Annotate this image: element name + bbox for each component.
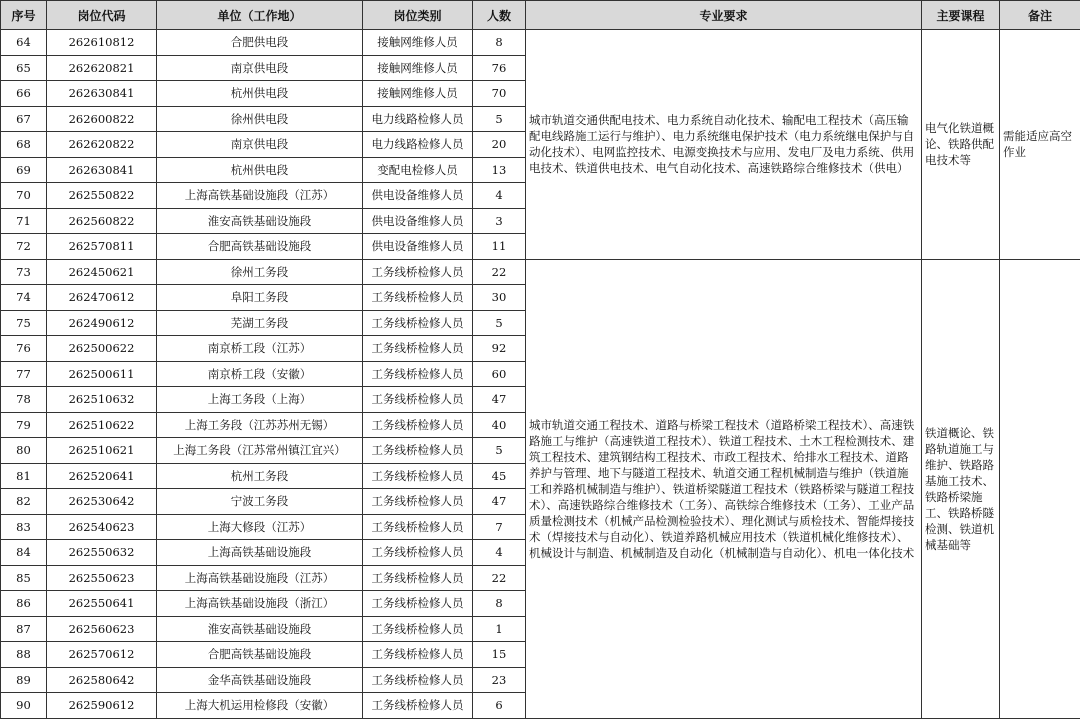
header-unit: 单位（工作地） xyxy=(157,1,363,30)
row-unit: 杭州供电段 xyxy=(157,157,363,183)
row-category: 工务线桥检修人员 xyxy=(363,489,473,515)
row-code: 262550822 xyxy=(47,183,157,209)
row-category: 工务线桥检修人员 xyxy=(363,616,473,642)
header-note: 备注 xyxy=(1000,1,1080,30)
row-no: 69 xyxy=(1,157,47,183)
row-no: 75 xyxy=(1,310,47,336)
row-category: 工务线桥检修人员 xyxy=(363,310,473,336)
row-count: 11 xyxy=(473,234,526,260)
row-category: 供电设备维修人员 xyxy=(363,183,473,209)
row-no: 82 xyxy=(1,489,47,515)
row-code: 262500611 xyxy=(47,361,157,387)
row-count: 70 xyxy=(473,81,526,107)
header-category: 岗位类别 xyxy=(363,1,473,30)
row-code: 262490612 xyxy=(47,310,157,336)
row-category: 工务线桥检修人员 xyxy=(363,591,473,617)
row-category: 工务线桥检修人员 xyxy=(363,259,473,285)
row-code: 262600822 xyxy=(47,106,157,132)
header-no: 序号 xyxy=(1,1,47,30)
row-no: 78 xyxy=(1,387,47,413)
row-unit: 合肥高铁基础设施段 xyxy=(157,234,363,260)
row-code: 262510621 xyxy=(47,438,157,464)
row-unit: 上海大机运用检修段（安徽） xyxy=(157,693,363,719)
row-category: 工务线桥检修人员 xyxy=(363,540,473,566)
row-no: 65 xyxy=(1,55,47,81)
row-count: 8 xyxy=(473,591,526,617)
row-unit: 合肥供电段 xyxy=(157,30,363,56)
row-unit: 合肥高铁基础设施段 xyxy=(157,642,363,668)
row-count: 4 xyxy=(473,183,526,209)
row-no: 83 xyxy=(1,514,47,540)
row-no: 71 xyxy=(1,208,47,234)
main-courses: 铁道概论、铁路轨道施工与维护、铁路路基施工技术、铁路桥梁施工、铁路桥隧检测、铁道机械基础等 xyxy=(922,259,1000,718)
row-category: 供电设备维修人员 xyxy=(363,234,473,260)
row-code: 262570612 xyxy=(47,642,157,668)
row-unit: 芜湖工务段 xyxy=(157,310,363,336)
row-unit: 金华高铁基础设施段 xyxy=(157,667,363,693)
row-no: 81 xyxy=(1,463,47,489)
row-unit: 南京供电段 xyxy=(157,132,363,158)
row-unit: 上海高铁基础设施段 xyxy=(157,540,363,566)
row-unit: 南京桥工段（江苏） xyxy=(157,336,363,362)
row-no: 64 xyxy=(1,30,47,56)
row-count: 22 xyxy=(473,259,526,285)
row-no: 89 xyxy=(1,667,47,693)
row-unit: 上海工务段（上海） xyxy=(157,387,363,413)
row-code: 262510632 xyxy=(47,387,157,413)
row-unit: 上海工务段（江苏苏州无锡） xyxy=(157,412,363,438)
row-unit: 淮安高铁基础设施段 xyxy=(157,616,363,642)
row-code: 262630841 xyxy=(47,157,157,183)
header-courses: 主要课程 xyxy=(922,1,1000,30)
row-count: 92 xyxy=(473,336,526,362)
row-category: 工务线桥检修人员 xyxy=(363,361,473,387)
row-count: 3 xyxy=(473,208,526,234)
row-code: 262580642 xyxy=(47,667,157,693)
row-category: 工务线桥检修人员 xyxy=(363,565,473,591)
row-category: 变配电检修人员 xyxy=(363,157,473,183)
row-count: 5 xyxy=(473,310,526,336)
row-count: 4 xyxy=(473,540,526,566)
row-category: 接触网维修人员 xyxy=(363,81,473,107)
row-category: 工务线桥检修人员 xyxy=(363,463,473,489)
table-row xyxy=(1,30,1080,56)
row-category: 接触网维修人员 xyxy=(363,55,473,81)
row-no: 76 xyxy=(1,336,47,362)
row-count: 20 xyxy=(473,132,526,158)
row-count: 1 xyxy=(473,616,526,642)
row-unit: 上海高铁基础设施段（浙江） xyxy=(157,591,363,617)
row-code: 262620821 xyxy=(47,55,157,81)
main-courses: 电气化铁道概论、铁路供配电技术等 xyxy=(922,30,1000,260)
row-code: 262610812 xyxy=(47,30,157,56)
row-category: 工务线桥检修人员 xyxy=(363,387,473,413)
row-unit: 宁波工务段 xyxy=(157,489,363,515)
row-unit: 阜阳工务段 xyxy=(157,285,363,311)
row-code: 262520641 xyxy=(47,463,157,489)
row-no: 68 xyxy=(1,132,47,158)
remarks xyxy=(1000,259,1080,718)
row-count: 22 xyxy=(473,565,526,591)
row-count: 30 xyxy=(473,285,526,311)
row-unit: 上海高铁基础设施段（江苏） xyxy=(157,565,363,591)
row-unit: 上海高铁基础设施段（江苏） xyxy=(157,183,363,209)
row-code: 262550623 xyxy=(47,565,157,591)
header-major: 专业要求 xyxy=(526,1,922,30)
row-category: 电力线路检修人员 xyxy=(363,132,473,158)
table-row xyxy=(1,259,1080,285)
row-category: 工务线桥检修人员 xyxy=(363,693,473,719)
row-category: 工务线桥检修人员 xyxy=(363,642,473,668)
row-unit: 上海工务段（江苏常州镇江宜兴） xyxy=(157,438,363,464)
row-count: 76 xyxy=(473,55,526,81)
row-no: 85 xyxy=(1,565,47,591)
row-count: 47 xyxy=(473,489,526,515)
row-unit: 南京桥工段（安徽） xyxy=(157,361,363,387)
row-code: 262450621 xyxy=(47,259,157,285)
row-count: 15 xyxy=(473,642,526,668)
row-count: 6 xyxy=(473,693,526,719)
row-code: 262630841 xyxy=(47,81,157,107)
row-category: 供电设备维修人员 xyxy=(363,208,473,234)
row-no: 90 xyxy=(1,693,47,719)
row-no: 66 xyxy=(1,81,47,107)
major-requirements: 城市轨道交通供配电技术、电力系统自动化技术、输配电工程技术（高压输配电线路施工运行与维护）、电力系统继电保护技术（电力系统继电保护与自动化技术）、电网监控技术、电源变换技术与应用、发电厂及电力系统、供用电技术、铁道供电技术、电气自动化技术、高速铁路综合维修技术（供电） xyxy=(526,30,922,260)
major-requirements: 城市轨道交通工程技术、道路与桥梁工程技术（道路桥梁工程技术）、高速铁路施工与维护（高速铁道工程技术）、铁道工程技术、土木工程检测技术、建筑工程技术、建筑钢结构工程技术、市政工程技术、给排水工程技术、道路养护与管理、地下与隧道工程技术、轨道交通工程机械制造与维护（铁道施工和养路机械制造与维护）、铁道桥梁隧道工程技术（铁路桥梁与隧道工程技术）、高速铁路综合维修技术（工务）、高铁综合维修技术（工务）、工业产品质量检测技术（机械产品检测检验技术）、理化测试与质检技术、智能焊接技术（焊接技术与自动化）、铁道养路机械应用技术（铁道机械化维修技术）、机械设计与制造、机械制造及自动化（机械制造与自动化）、机电一体化技术 xyxy=(526,259,922,718)
row-unit: 徐州工务段 xyxy=(157,259,363,285)
row-category: 工务线桥检修人员 xyxy=(363,336,473,362)
row-code: 262590612 xyxy=(47,693,157,719)
row-code: 262620822 xyxy=(47,132,157,158)
row-no: 79 xyxy=(1,412,47,438)
row-count: 60 xyxy=(473,361,526,387)
row-code: 262470612 xyxy=(47,285,157,311)
row-no: 73 xyxy=(1,259,47,285)
row-code: 262560822 xyxy=(47,208,157,234)
row-count: 40 xyxy=(473,412,526,438)
row-category: 工务线桥检修人员 xyxy=(363,438,473,464)
row-no: 86 xyxy=(1,591,47,617)
row-count: 13 xyxy=(473,157,526,183)
row-code: 262550641 xyxy=(47,591,157,617)
row-category: 接触网维修人员 xyxy=(363,30,473,56)
row-code: 262550632 xyxy=(47,540,157,566)
row-no: 87 xyxy=(1,616,47,642)
row-count: 5 xyxy=(473,106,526,132)
row-unit: 上海大修段（江苏） xyxy=(157,514,363,540)
row-category: 工务线桥检修人员 xyxy=(363,667,473,693)
row-count: 5 xyxy=(473,438,526,464)
row-category: 电力线路检修人员 xyxy=(363,106,473,132)
row-count: 47 xyxy=(473,387,526,413)
row-code: 262500622 xyxy=(47,336,157,362)
row-count: 23 xyxy=(473,667,526,693)
row-no: 70 xyxy=(1,183,47,209)
row-unit: 南京供电段 xyxy=(157,55,363,81)
row-count: 8 xyxy=(473,30,526,56)
row-no: 72 xyxy=(1,234,47,260)
row-code: 262510622 xyxy=(47,412,157,438)
row-code: 262530642 xyxy=(47,489,157,515)
row-count: 45 xyxy=(473,463,526,489)
row-code: 262560623 xyxy=(47,616,157,642)
row-no: 77 xyxy=(1,361,47,387)
row-no: 67 xyxy=(1,106,47,132)
table-header-row xyxy=(1,1,1080,30)
row-no: 80 xyxy=(1,438,47,464)
row-category: 工务线桥检修人员 xyxy=(363,285,473,311)
row-unit: 杭州供电段 xyxy=(157,81,363,107)
header-count: 人数 xyxy=(473,1,526,30)
row-no: 88 xyxy=(1,642,47,668)
remarks: 需能适应高空作业 xyxy=(1000,30,1080,260)
row-code: 262570811 xyxy=(47,234,157,260)
row-no: 84 xyxy=(1,540,47,566)
row-unit: 徐州供电段 xyxy=(157,106,363,132)
row-category: 工务线桥检修人员 xyxy=(363,514,473,540)
row-code: 262540623 xyxy=(47,514,157,540)
header-code: 岗位代码 xyxy=(47,1,157,30)
row-count: 7 xyxy=(473,514,526,540)
row-unit: 杭州工务段 xyxy=(157,463,363,489)
row-unit: 淮安高铁基础设施段 xyxy=(157,208,363,234)
row-category: 工务线桥检修人员 xyxy=(363,412,473,438)
row-no: 74 xyxy=(1,285,47,311)
